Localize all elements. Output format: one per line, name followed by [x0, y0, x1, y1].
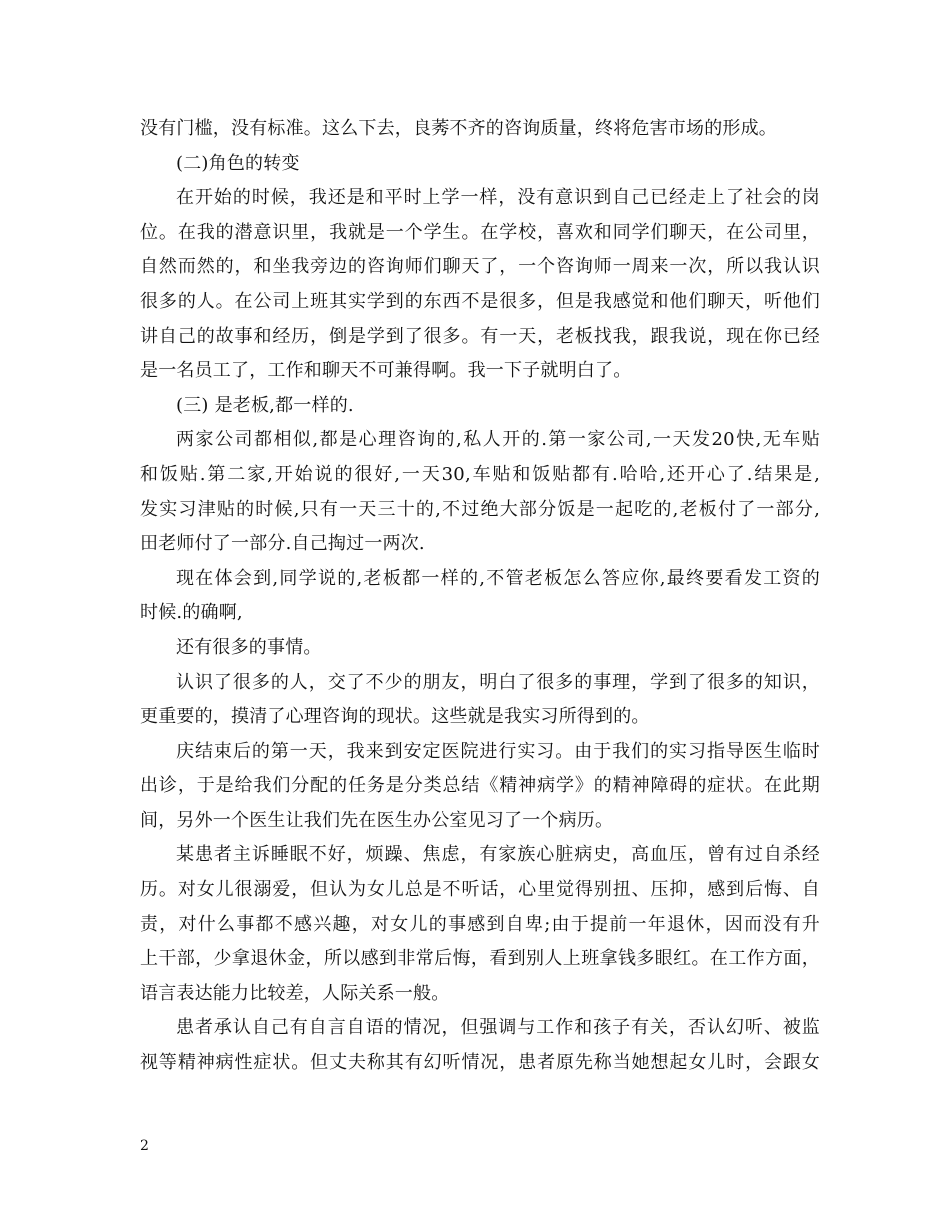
text-line: 时候.的确啊, [140, 602, 243, 624]
text-line: (三) 是老板,都一样的. [176, 394, 354, 416]
text-line: 田老师付了一部分.自己掏过一两次. [140, 533, 425, 555]
text-line: 在开始的时候，我还是和平时上学一样，没有意识到自己已经走上了社会的岗 [176, 187, 820, 209]
text-line: 讲自己的故事和经历，倒是学到了很多。有一天，老板找我，跟我说，现在你已经 [140, 325, 820, 347]
text-line: 出诊，于是给我们分配的任务是分类总结《精神病学》的精神障碍的症状。在此期 [140, 775, 820, 797]
text-line: 很多的人。在公司上班其实学到的东西不是很多，但是我感觉和他们聊天，听他们 [140, 290, 820, 312]
text-line: 间，另外一个医生让我们先在医生办公室见习了一个病历。 [140, 809, 614, 831]
text-line: 庆结束后的第一天，我来到安定医院进行实习。由于我们的实习指导医生临时 [176, 740, 820, 762]
text-line: 责，对什么事都不感兴趣，对女儿的事感到自卑;由于提前一年退休，因而没有升 [140, 913, 820, 935]
text-line: 患者承认自己有自言自语的情况，但强调与工作和孩子有关，否认幻听、被监 [176, 1017, 820, 1039]
text-line: 某患者主诉睡眠不好，烦躁、焦虑，有家族心脏病史，高血压，曾有过自杀经 [176, 844, 820, 866]
text-line: (二)角色的转变 [176, 152, 300, 174]
page-number: 2 [140, 1138, 149, 1154]
text-line: 视等精神病性症状。但丈夫称其有幻听情况，患者原先称当她想起女儿时，会跟女 [140, 1052, 820, 1074]
text-line: 和饭贴.第二家,开始说的很好,一天30,车贴和饭贴都有.哈哈,还开心了.结果是, [140, 463, 820, 485]
text-line: 现在体会到,同学说的,老板都一样的,不管老板怎么答应你,最终要看发工资的 [176, 567, 820, 589]
text-line: 还有很多的事情。 [176, 636, 322, 658]
text-line: 是一名员工了，工作和聊天不可兼得啊。我一下子就明白了。 [140, 360, 632, 382]
text-line: 自然而然的，和坐我旁边的咨询师们聊天了，一个咨询师一周来一次，所以我认识 [140, 256, 820, 278]
text-line: 历。对女儿很溺爱，但认为女儿总是不听话，心里觉得别扭、压抑，感到后悔、自 [140, 879, 820, 901]
text-line: 发实习津贴的时候,只有一天三十的,不过绝大部分饭是一起吃的,老板付了一部分, [140, 498, 820, 520]
text-line: 语言表达能力比较差，人际关系一般。 [140, 982, 450, 1004]
text-line: 两家公司都相似,都是心理咨询的,私人开的.第一家公司,一天发20快,无车贴 [176, 429, 820, 451]
text-line: 更重要的，摸清了心理咨询的现状。这些就是我实习所得到的。 [140, 706, 650, 728]
text-line: 没有门槛，没有标准。这么下去，良莠不齐的咨询质量，终将危害市场的形成。 [140, 118, 777, 139]
text-line: 上干部，少拿退休金，所以感到非常后悔，看到别人上班拿钱多眼红。在工作方面， [140, 948, 820, 970]
text-line: 位。在我的潜意识里，我就是一个学生。在学校，喜欢和同学们聊天，在公司里， [140, 221, 820, 243]
body-text [140, 112, 820, 1081]
text-line: 认识了很多的人，交了不少的朋友，明白了很多的事理，学到了很多的知识， [176, 671, 820, 693]
